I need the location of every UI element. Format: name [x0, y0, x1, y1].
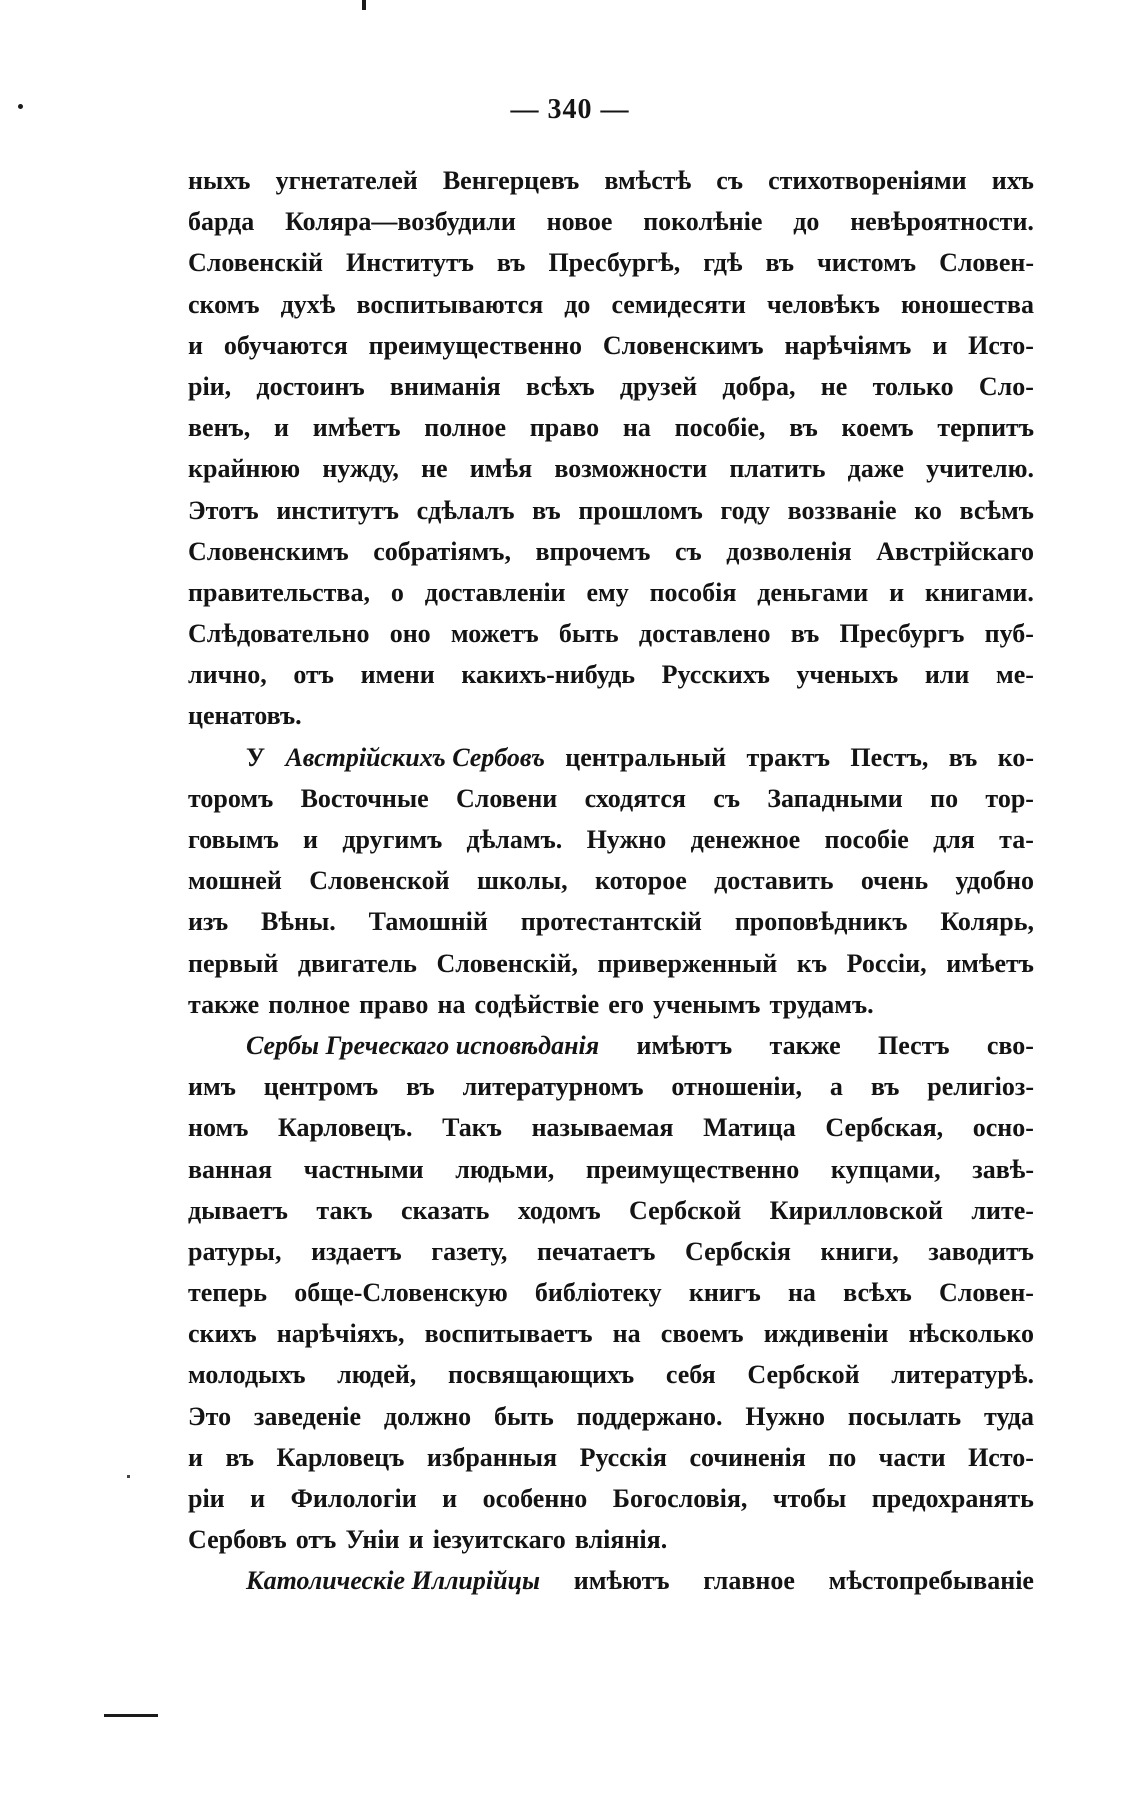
word: всѣхъ [843, 1278, 912, 1308]
word: только [872, 371, 954, 401]
word: избранныя [426, 1442, 558, 1472]
word: скомъ [188, 289, 260, 319]
word: центромъ [263, 1072, 379, 1102]
word: какихъ-нибудь [461, 660, 635, 690]
word: преимущественно [585, 1154, 800, 1184]
word: съ [716, 166, 743, 195]
word: Словен- [939, 248, 1034, 278]
word: терпитъ [937, 413, 1034, 443]
word: имѣя [469, 454, 533, 484]
word: двигатель [297, 948, 417, 978]
word: людей, [337, 1360, 417, 1390]
word: Матица [703, 1113, 796, 1143]
text-line [188, 1354, 1034, 1395]
word: въ [789, 413, 818, 443]
word: Пресбургѣ, [548, 248, 681, 278]
text-line [188, 1519, 1034, 1560]
word: содѣйствіе [474, 989, 600, 1019]
word: сочиненія [689, 1442, 806, 1472]
word: впрочемъ [535, 536, 651, 566]
text-line [188, 1149, 1034, 1190]
word: Это [188, 1401, 232, 1431]
word: главное [703, 1566, 795, 1596]
word: пособія [649, 577, 737, 607]
word: собратіямъ, [373, 536, 511, 566]
word: къ [796, 948, 828, 978]
word: достоинъ [256, 371, 365, 401]
word: ценатовъ. [188, 701, 302, 731]
word: не [421, 454, 448, 484]
word: дозволенія [726, 536, 852, 566]
word: по [828, 1442, 857, 1472]
word: Словен- [939, 1278, 1034, 1308]
word: право [359, 989, 429, 1019]
word: скихъ [188, 1319, 257, 1349]
word: въ [225, 1442, 254, 1472]
word: ванная [188, 1154, 273, 1184]
word: Австрійскаго [876, 536, 1034, 566]
text-line [188, 407, 1034, 448]
word: Сербы Греческаго исповѣданія [246, 1030, 600, 1060]
word: въ [765, 248, 795, 278]
word: имѣетъ [312, 413, 401, 443]
word: Австрійскихъ Сербовъ [285, 742, 545, 772]
word: удобно [955, 866, 1034, 896]
word: номъ [188, 1113, 249, 1143]
word: Кирилловской [769, 1195, 943, 1225]
text-line [188, 325, 1034, 366]
word: Тамошній [368, 907, 488, 937]
word: и [932, 330, 948, 360]
word: и [188, 1442, 203, 1472]
text-line [188, 1107, 1034, 1148]
word: особенно [482, 1484, 588, 1513]
word: нужду, [322, 454, 399, 484]
word: Филологіи [290, 1484, 417, 1513]
word: Слѣдовательно [188, 619, 370, 649]
text-line [188, 984, 1034, 1025]
text-line [188, 943, 1034, 984]
word: воспитываетъ [424, 1319, 593, 1349]
word: Словенскій [188, 248, 324, 278]
word: дѣламъ. [466, 825, 563, 854]
word: Сербской [747, 1360, 860, 1390]
word: Вѣны. [261, 907, 336, 937]
word: такъ [316, 1195, 373, 1225]
text-line [188, 1313, 1034, 1354]
word: торомъ [188, 783, 274, 813]
word: сво- [986, 1030, 1034, 1060]
word: коемъ [841, 413, 914, 443]
word: платить [729, 454, 826, 484]
word: нарѣчіяхъ, [276, 1319, 405, 1349]
word: книги, [820, 1236, 899, 1266]
word: крайнюю [188, 454, 301, 484]
word: институтъ [276, 495, 399, 525]
word: и [889, 577, 905, 607]
word: Этотъ [188, 495, 259, 525]
word: человѣкъ [766, 289, 880, 319]
text-line [188, 572, 1034, 613]
word: оно [389, 619, 431, 649]
word: дываетъ [188, 1195, 288, 1225]
word: проповѣдникъ [734, 907, 908, 937]
word: Восточные [300, 783, 429, 813]
word: и [274, 413, 289, 443]
word: поколѣніе [643, 207, 763, 237]
word: сказать [400, 1195, 490, 1225]
text-line [188, 1478, 1034, 1519]
word: Уніи [345, 1525, 400, 1555]
word: религіоз- [927, 1072, 1034, 1102]
word: чистомъ [817, 248, 917, 278]
word: Сло- [978, 371, 1034, 401]
word: Пресбургъ [839, 619, 965, 649]
word: трактъ [746, 742, 830, 772]
word: частными [303, 1154, 424, 1184]
word: юношества [900, 289, 1034, 319]
word: ріи, [188, 371, 232, 401]
word: до [564, 289, 591, 319]
word: или [924, 660, 970, 690]
word: Словенскимъ [188, 536, 349, 566]
word: литературѣ. [891, 1360, 1034, 1390]
word: въ [948, 742, 978, 772]
scan-speck [127, 1475, 130, 1478]
word: духѣ [280, 289, 336, 319]
word: и [303, 825, 319, 854]
word: а [829, 1072, 843, 1102]
word: вниманія [389, 371, 501, 401]
word: вліянія. [574, 1525, 668, 1555]
word: Словени [456, 783, 558, 813]
word: всѣмъ [959, 495, 1034, 525]
word: воспитываются [356, 289, 544, 319]
word: Сербовъ [188, 1525, 287, 1555]
word: заводитъ [928, 1236, 1034, 1266]
word: въ [870, 1072, 900, 1102]
word: не [820, 371, 848, 401]
word: заведеніе [253, 1401, 362, 1431]
scan-mark-bottom [104, 1714, 158, 1717]
word: которое [595, 866, 687, 896]
word: говымъ [188, 825, 279, 854]
text-line [188, 201, 1034, 242]
word: ко- [997, 742, 1034, 772]
text-line [188, 366, 1034, 407]
word: венъ, [188, 413, 251, 443]
word: Западными [767, 783, 903, 813]
word: первый [188, 948, 279, 978]
text-line [188, 613, 1034, 654]
text-line [188, 1272, 1034, 1313]
word: о [390, 577, 404, 607]
word: имъ [188, 1072, 236, 1102]
word: отъ [293, 660, 334, 690]
word: осно- [972, 1113, 1034, 1143]
word: Исто- [968, 1442, 1034, 1472]
word: году [720, 495, 770, 525]
text-line [188, 1396, 1034, 1437]
word: людьми, [455, 1154, 555, 1184]
word: въ [496, 248, 526, 278]
word: Такъ [442, 1113, 502, 1143]
word: ихъ [991, 166, 1034, 195]
word: ученыхъ [796, 660, 899, 690]
word: отношеніи, [671, 1072, 802, 1102]
word: доставить [714, 866, 834, 896]
word: на [622, 413, 651, 443]
word: Нужно [745, 1401, 826, 1431]
word: школы, [477, 866, 568, 896]
word: мошней [188, 866, 282, 896]
word: центральный [565, 742, 727, 772]
text-line [188, 1560, 1034, 1601]
word: пуб- [984, 619, 1034, 649]
text-line [188, 695, 1034, 736]
text-line [188, 737, 1034, 778]
word: изъ [188, 907, 229, 937]
word: семидесяти [611, 289, 746, 319]
word: для [933, 825, 975, 854]
word: посылать [847, 1401, 962, 1431]
word: въ [406, 1072, 435, 1102]
word: Коляра—возбудили [285, 207, 516, 237]
scan-mark-top [362, 0, 366, 10]
word: литературномъ [462, 1072, 644, 1102]
word: преимущественно [368, 330, 583, 360]
word: по [930, 783, 959, 813]
word: имени [360, 660, 435, 690]
word: полное [424, 413, 507, 443]
word: части [878, 1442, 946, 1472]
word: право [529, 413, 600, 443]
word: сходятся [584, 783, 686, 813]
word: деньгами [757, 577, 869, 607]
word: посвящающихъ [447, 1360, 635, 1390]
word: стихотвореніями [768, 166, 967, 195]
word: іезуитскаго [432, 1525, 566, 1555]
word: съ [674, 536, 702, 566]
word: ме- [996, 660, 1034, 690]
word: воззваніе [787, 495, 897, 525]
word: туда [984, 1401, 1034, 1431]
word: обще-Словенскую [294, 1278, 508, 1308]
word: возможности [554, 454, 708, 484]
word: съ [713, 783, 740, 813]
text-line [188, 448, 1034, 489]
word: добра, [722, 371, 796, 401]
word: молодыхъ [188, 1360, 306, 1390]
word: угнетателей [275, 166, 418, 195]
word: Словенскимъ [602, 330, 764, 360]
word: ныхъ [188, 166, 251, 195]
word: на [787, 1278, 816, 1308]
word: тор- [985, 783, 1034, 813]
text-line [188, 1066, 1034, 1107]
word: ему [586, 577, 629, 607]
word: правительства, [188, 577, 370, 607]
word: библіотеку [534, 1278, 662, 1308]
text-line [188, 819, 1034, 860]
word: нѣсколько [908, 1319, 1034, 1349]
word: Институтъ [346, 248, 474, 278]
word: имѣютъ [636, 1030, 733, 1060]
word: приверженный [597, 948, 778, 978]
word: Русскія [579, 1442, 667, 1472]
word: и [188, 330, 203, 360]
word: барда [188, 207, 255, 237]
word: даже [847, 454, 904, 484]
body-text [188, 160, 1034, 1602]
text-line [188, 160, 1034, 201]
word: можетъ [450, 619, 539, 649]
word: Венгерцевъ [442, 166, 580, 195]
word: Исто- [968, 330, 1034, 360]
word: ходомъ [517, 1195, 601, 1225]
text-line [188, 531, 1034, 572]
word: также [188, 989, 260, 1019]
word: Россіи, [846, 948, 927, 978]
word: мѣстопребываніе [828, 1566, 1034, 1596]
word: своемъ [660, 1319, 744, 1349]
word: Нужно [586, 825, 667, 854]
word: Сербской [629, 1195, 742, 1225]
word: обучаются [223, 330, 348, 360]
word: протестантскій [520, 907, 702, 937]
word: Словенскій, [436, 948, 578, 978]
word: издаетъ [311, 1236, 402, 1266]
word: Пестъ [878, 1030, 950, 1060]
word: сдѣлалъ [416, 495, 515, 525]
word: чтобы [772, 1484, 847, 1513]
text-line [188, 901, 1034, 942]
word: вмѣстѣ [604, 166, 692, 195]
text-line [188, 860, 1034, 901]
text-line [188, 1190, 1034, 1231]
word: пособіе [824, 825, 909, 854]
word: денежное [690, 825, 801, 854]
word: должно [383, 1401, 472, 1431]
word: Сербскія [685, 1236, 791, 1266]
word: невѣроятности. [850, 207, 1034, 237]
word: Сербская, [825, 1113, 944, 1143]
text-line [188, 490, 1034, 531]
word: завѣ- [972, 1154, 1034, 1184]
word: ратуры, [188, 1236, 282, 1266]
text-line [188, 242, 1034, 283]
word: имѣютъ [573, 1566, 670, 1596]
word: газету, [431, 1236, 508, 1266]
word: иждивеніи [763, 1319, 889, 1349]
text-line [188, 654, 1034, 695]
word: отъ [295, 1525, 337, 1555]
word: У [246, 742, 266, 772]
word: Карловецъ [276, 1442, 405, 1472]
word: нарѣчіямъ [784, 330, 912, 360]
text-line [188, 1231, 1034, 1272]
word: на [612, 1319, 641, 1349]
word: въ [532, 495, 561, 525]
word: Пестъ, [850, 742, 929, 772]
word: лите- [971, 1195, 1034, 1225]
word: и [250, 1484, 266, 1513]
word: друзей [619, 371, 698, 401]
word: полное [268, 989, 350, 1019]
word: книгъ [688, 1278, 761, 1308]
word: также [769, 1030, 841, 1060]
word: поддержано. [576, 1401, 723, 1431]
page-number: — 340 — [510, 94, 630, 125]
word: быть [558, 619, 619, 649]
word: Карловецъ. [277, 1113, 413, 1143]
word: Католическіе Иллирійцы [246, 1566, 541, 1596]
word: предохранять [871, 1484, 1034, 1513]
word: ученымъ [653, 989, 761, 1019]
word: называемая [531, 1113, 674, 1143]
word: быть [493, 1401, 554, 1431]
text-line [188, 1025, 1034, 1066]
word: до [793, 207, 820, 237]
word: ріи [188, 1484, 225, 1513]
word: Русскихъ [661, 660, 770, 690]
word: себя [665, 1360, 716, 1390]
word: и [442, 1484, 458, 1513]
word: Словенской [309, 866, 450, 896]
word: въ [790, 619, 820, 649]
word: на [437, 989, 466, 1019]
word: теперь [188, 1278, 268, 1308]
word: Колярь, [940, 907, 1034, 937]
word: новое [546, 207, 613, 237]
word: купцами, [830, 1154, 941, 1184]
word: имѣетъ [946, 948, 1034, 978]
text-line [188, 1437, 1034, 1478]
word: прошломъ [578, 495, 703, 525]
word: доставленіи [424, 577, 566, 607]
text-line [188, 778, 1034, 819]
word: всѣхъ [525, 371, 595, 401]
word: и [408, 1525, 424, 1555]
word: трудамъ. [769, 989, 874, 1019]
word: его [608, 989, 644, 1019]
word: та- [999, 825, 1034, 854]
word: Богословія, [612, 1484, 748, 1513]
word: печатаетъ [536, 1236, 656, 1266]
word: пособіе, [674, 413, 766, 443]
text-line [188, 284, 1034, 325]
word: книгами. [924, 577, 1034, 607]
word: лично, [188, 660, 267, 690]
word: гдѣ [703, 248, 743, 278]
word: доставлено [638, 619, 771, 649]
word: очень [860, 866, 929, 896]
word: другимъ [342, 825, 443, 854]
word: учителю. [926, 454, 1034, 484]
word: ко [914, 495, 942, 525]
